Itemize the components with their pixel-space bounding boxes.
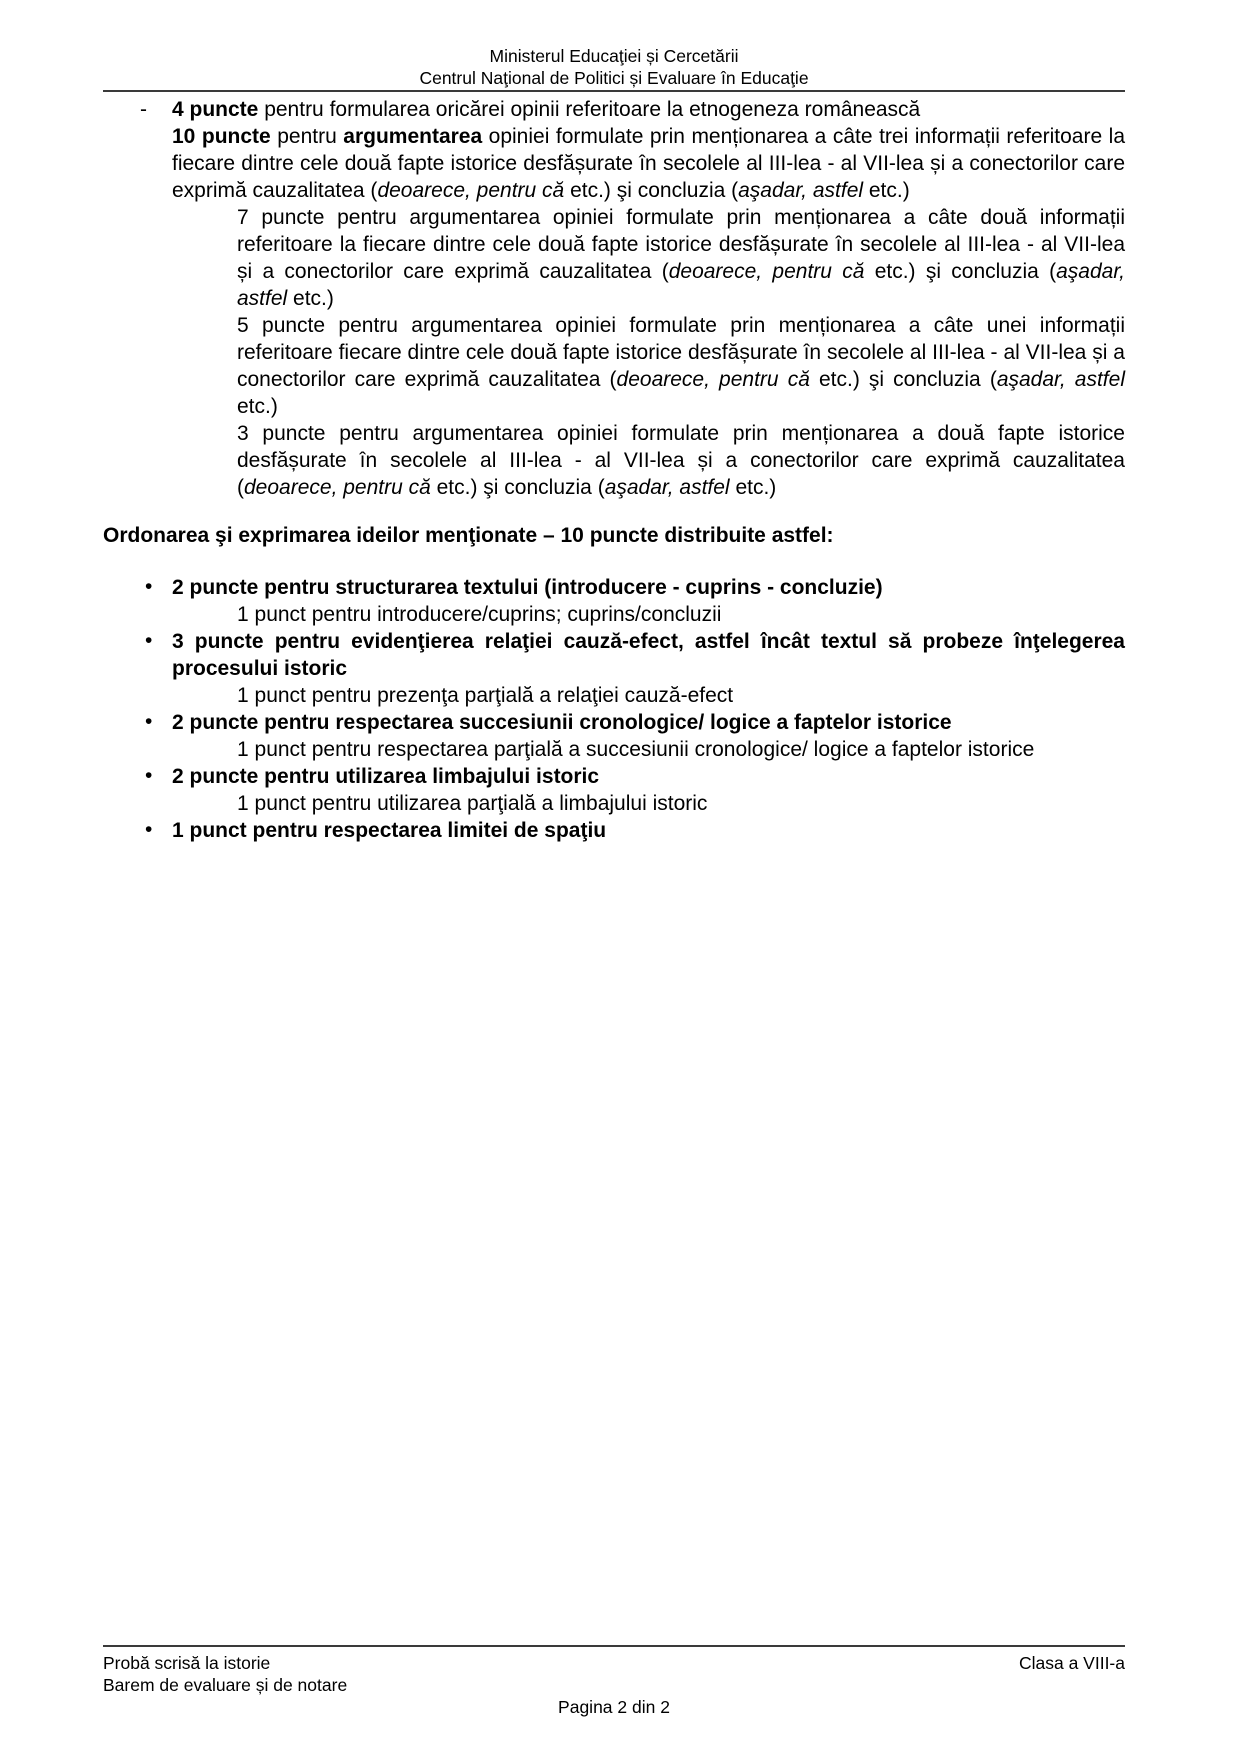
bullet-sub-text: 1 punct pentru introducere/cuprins; cuprins/concluzii — [237, 603, 722, 626]
bullet-sub-text: 1 punct pentru respectarea parţială a succesiunii cronologice/ logice a faptelor istorice — [237, 738, 1035, 761]
bullet-main-text: 2 puncte pentru structurarea textului (introducere - cuprins - concluzie) — [172, 576, 883, 599]
page-footer — [103, 1645, 1125, 1718]
footer-class-label: Clasa a VIII-a — [1018, 1653, 1125, 1673]
paragraph-4-puncte: 4 puncte pentru formularea oricărei opinii referitoare la etnogeneza românească — [172, 98, 921, 121]
bullet-icon: • — [145, 575, 153, 598]
bullet-item — [103, 709, 1125, 763]
grading-item-body — [172, 96, 1125, 204]
footer-doc-type: Barem de evaluare și de notare — [103, 1675, 348, 1695]
dash-marker: - — [140, 98, 147, 121]
paragraph-7-puncte: 7 puncte pentru argumentarea opiniei formulate prin menționarea a câte două informații referitoare la fiecare dintre cele două fapte istorice desfășurate în secolele al III-lea - al VII-lea și a conectorilor care exprimă cauzalitatea (deoarece, pentru că etc.) şi concluzia (aşadar, astfel etc.) — [237, 206, 1126, 310]
bullet-main-text: 2 puncte pentru utilizarea limbajului istoric — [172, 765, 600, 788]
bullet-icon: • — [145, 629, 153, 652]
bullet-icon: • — [145, 764, 153, 787]
paragraph-5-puncte: 5 puncte pentru argumentarea opiniei formulate prin menționarea a câte unei informații referitoare fiecare dintre cele două fapte istorice desfășurate în secolele al III-lea - al VII-lea și a conectorilor care exprimă cauzalitatea (deoarece, pentru că etc.) şi concluzia (aşadar, astfel etc.) — [237, 314, 1125, 418]
page-body — [103, 96, 1125, 844]
page-header — [103, 45, 1125, 92]
bullet-list — [103, 574, 1125, 844]
bullet-item — [103, 574, 1125, 628]
bullet-main-text: 3 puncte pentru evidenţierea relaţiei cauză-efect, astfel încât textul să probeze înţelegerea procesului istoric — [172, 630, 1125, 680]
footer-page-number: Pagina 2 din 2 — [558, 1697, 670, 1717]
ministry-title: Ministerul Educaţiei și Cercetării — [489, 46, 739, 66]
bullet-item — [103, 817, 1125, 844]
bullet-sub-text: 1 punct pentru prezenţa parţială a relaţiei cauză-efect — [237, 684, 734, 707]
bullet-icon: • — [145, 710, 153, 733]
grading-item — [103, 96, 1125, 204]
center-title: Centrul Naţional de Politici și Evaluare în Educaţie — [419, 68, 809, 88]
bullet-main-text: 2 puncte pentru respectarea succesiunii cronologice/ logice a faptelor istorice — [172, 711, 952, 734]
paragraph-10-puncte: 10 puncte pentru argumentarea opiniei formulate prin menționarea a câte trei informații referitoare la fiecare dintre cele două fapte istorice desfășurate în secolele al III-lea - al VII-lea și a conectorilor care exprimă cauzalitatea (deoarece, pentru că etc.) şi concluzia (aşadar, astfel etc.) — [172, 125, 1125, 202]
bullet-sub-text: 1 punct pentru utilizarea parţială a limbajului istoric — [237, 792, 708, 815]
paragraph-3-puncte: 3 puncte pentru argumentarea opiniei formulate prin menționarea a două fapte istorice desfășurate în secolele al III-lea - al VII-lea și a conectorilor care exprimă cauzalitatea (deoarece, pentru că etc.) şi concluzia (aşadar, astfel etc.) — [237, 422, 1125, 499]
bullet-item — [103, 763, 1125, 817]
bullet-main-text: 1 punct pentru respectarea limitei de spaţiu — [172, 819, 607, 842]
section-heading: Ordonarea şi exprimarea ideilor menţionate – 10 puncte distribuite astfel: — [103, 524, 834, 547]
footer-exam-title: Probă scrisă la istorie — [103, 1653, 271, 1673]
bullet-icon: • — [145, 818, 153, 841]
bullet-item — [103, 628, 1125, 709]
